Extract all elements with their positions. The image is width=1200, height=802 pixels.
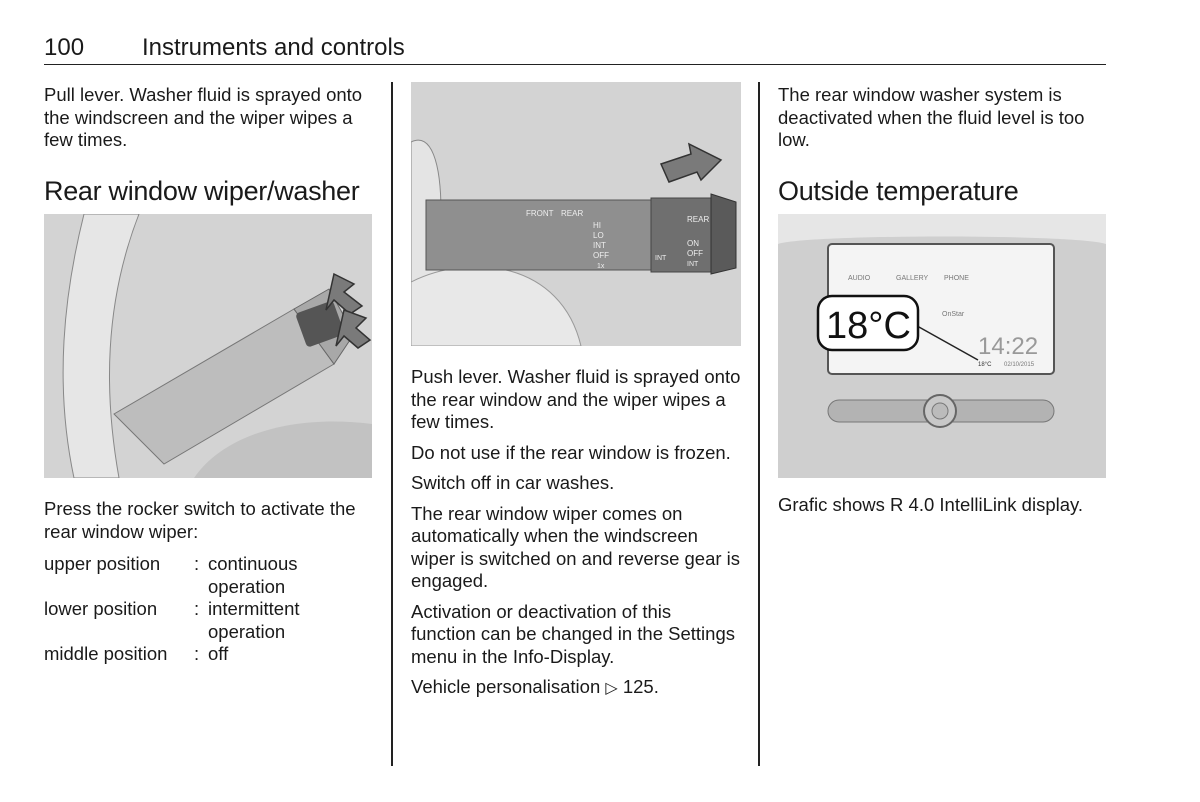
svg-text:GALLERY: GALLERY: [896, 275, 929, 282]
svg-text:18°C: 18°C: [978, 362, 992, 368]
svg-text:OFF: OFF: [687, 249, 703, 258]
svg-text:OFF: OFF: [593, 251, 609, 260]
column-divider: [758, 82, 760, 766]
svg-text:PHONE: PHONE: [944, 275, 969, 282]
column-right: [778, 84, 1108, 525]
intellilink-display-illustration: [778, 214, 1106, 478]
section-heading: Outside temperature: [778, 175, 1019, 206]
svg-text:OnStar: OnStar: [942, 311, 965, 318]
list-item: lower position : intermittent operation: [44, 598, 300, 642]
paragraph: Push lever. Washer fluid is sprayed onto the rear window and the wiper wipes a few times.: [411, 366, 741, 432]
chapter-title: Instruments and controls: [142, 34, 405, 61]
column-left: [44, 84, 374, 666]
paragraph: The rear window wiper comes on automatically when the windscreen wiper is switched on and reverse gear is engaged.: [411, 502, 741, 591]
arrow-right-icon: ▷: [605, 680, 618, 697]
section-heading: Rear window wiper/washer: [44, 175, 360, 206]
rocker-caption: Press the rocker switch to activate the rear window wiper:: [44, 498, 356, 542]
column-divider: [391, 82, 393, 766]
temperature-callout: 18°C: [826, 305, 911, 347]
page-number: 100: [44, 34, 85, 61]
list-item: middle position : off: [44, 643, 229, 664]
svg-text:INT: INT: [593, 241, 606, 250]
paragraph: Activation or deactivation of this function can be changed in the Settings menu in the Info-Display.: [411, 600, 735, 667]
column-middle: [411, 82, 741, 709]
svg-text:INT: INT: [687, 261, 699, 268]
svg-text:02/10/2015: 02/10/2015: [1004, 362, 1035, 368]
svg-text:INT: INT: [655, 255, 667, 262]
rocker-switch-illustration: [44, 214, 372, 478]
wiper-lever-illustration: [411, 82, 741, 346]
svg-text:HI: HI: [593, 221, 601, 230]
intro-paragraph: Pull lever. Washer fluid is sprayed onto the windscreen and the wiper wipes a few times.: [44, 84, 363, 150]
page-header: [44, 34, 1106, 65]
paragraph: Switch off in car washes.: [411, 472, 615, 493]
svg-text:AUDIO: AUDIO: [848, 275, 871, 282]
list-item: upper position : continuous operation: [44, 553, 298, 597]
position-list: [44, 553, 374, 666]
svg-text:REAR: REAR: [687, 215, 710, 224]
svg-text:LO: LO: [593, 231, 604, 240]
svg-text:ON: ON: [687, 239, 699, 248]
svg-text:1x: 1x: [597, 263, 605, 270]
clock-display: 14:22: [978, 333, 1039, 360]
lever-label-front: FRONT: [526, 209, 554, 218]
display-caption: Grafic shows R 4.0 IntelliLink display.: [778, 494, 1084, 515]
paragraph: Do not use if the rear window is frozen.: [411, 441, 731, 463]
cross-reference[interactable]: Vehicle personalisation ▷ 125.: [411, 676, 659, 697]
intro-paragraph: The rear window washer system is deactivated when the fluid level is too low.: [778, 84, 1085, 150]
lever-label-rear: REAR: [561, 209, 584, 218]
